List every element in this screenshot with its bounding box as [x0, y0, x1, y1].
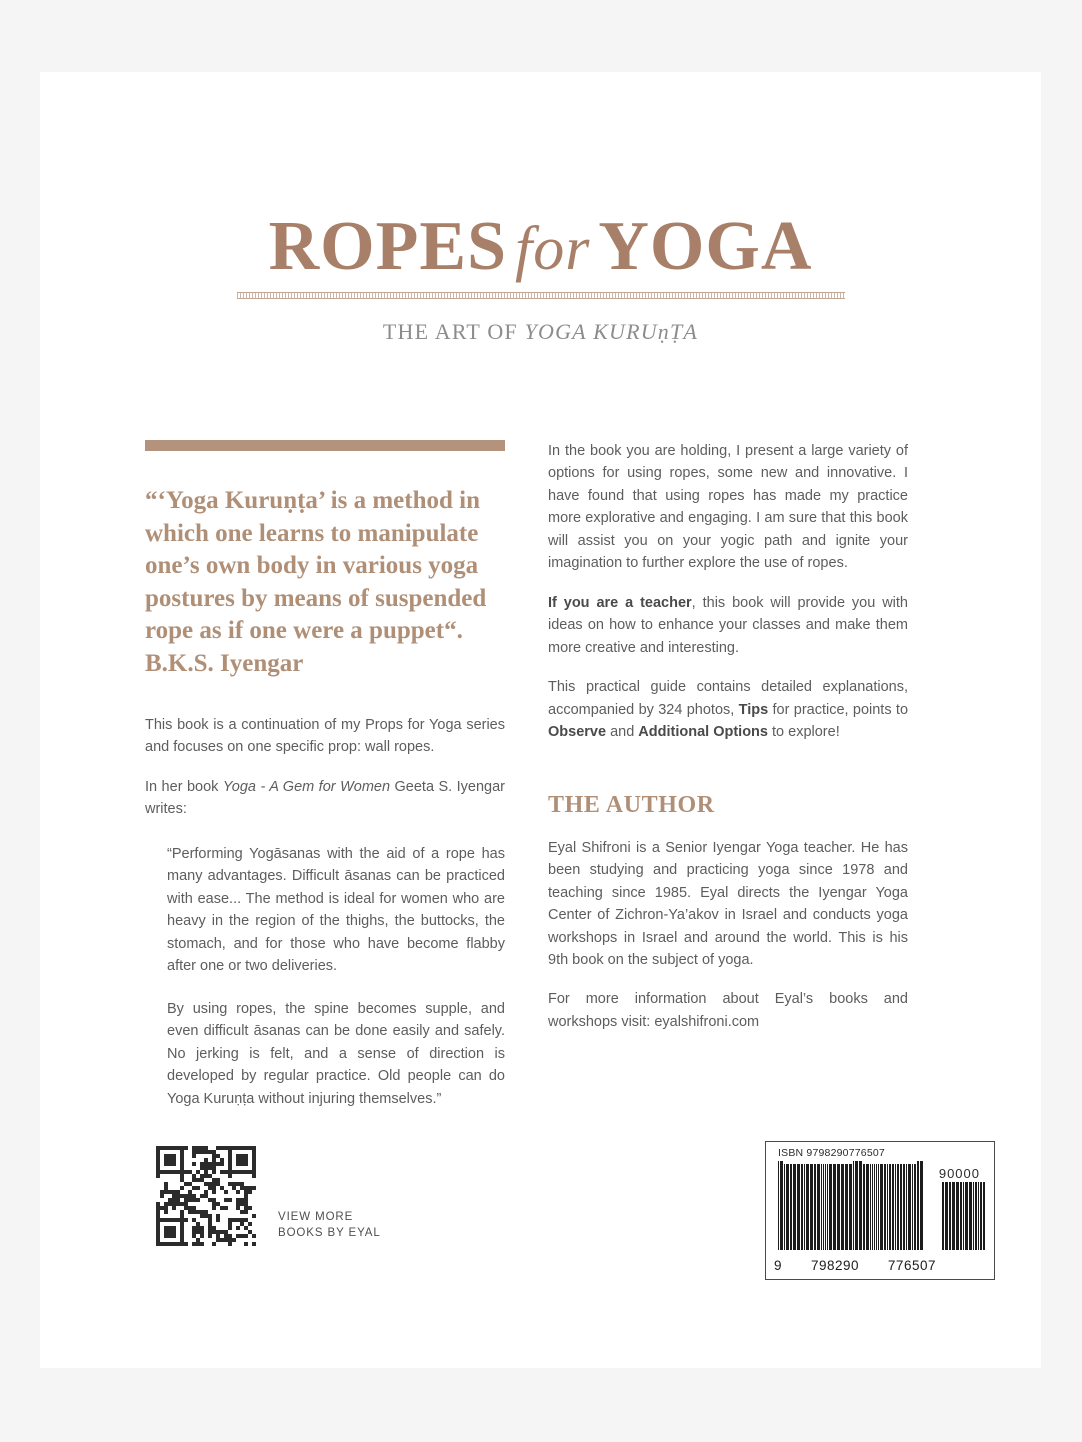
barcode-digit-group-1: 9 — [774, 1258, 783, 1273]
book-title-word-ropes: ROPES — [268, 208, 508, 285]
left-paragraph-2 — [145, 776, 505, 821]
title-block — [40, 208, 1041, 345]
barcode-digit-group-3: 776507 — [887, 1258, 936, 1273]
qr-code-area[interactable] — [156, 1146, 381, 1246]
right-paragraph-guide — [548, 676, 908, 743]
barcode-digit-group-2: 798290 — [810, 1258, 859, 1273]
indented-quote-1: “Performing Yogāsanas with the aid of a rope has many advantages. Difficult āsanas can be practiced with ease... The method is ideal for women who are heavy in the region of the thighs, the buttocks, the stomach, and for those who have become flabby after one or two deliveries. — [167, 845, 505, 975]
book-title-word-yoga: YOGA — [598, 208, 813, 285]
left-paragraph-2-pre: In her book — [145, 778, 223, 795]
referenced-book-title: Yoga - A Gem for Women — [222, 778, 391, 795]
accent-bar — [145, 440, 505, 451]
title-divider-rule — [237, 292, 845, 299]
left-paragraph-2-post: Geeta S. Iyengar writes: — [145, 778, 506, 818]
right-paragraph-1: In the book you are holding, I present a large variety of options for using ropes, some new and innovative. I have found that using ropes has made my practice more explorative and engaging. I am sure that this book will assist you on your yogic path and ignite your imagination to further explore the use of ropes. — [548, 443, 908, 572]
teacher-rest: , this book will provide you with ideas on how to enhance your classes and make them more creative and interesting. — [548, 594, 908, 656]
guide-bold-tips: Tips — [738, 701, 769, 718]
qr-code[interactable] — [156, 1146, 256, 1246]
guide-text-c: for practice, points to — [768, 701, 909, 718]
left-paragraph-1: This book is a continuation of my Props for Yoga series and focuses on one specific prop: wall ropes. — [145, 717, 505, 756]
barcode-digits — [774, 1258, 936, 1273]
indented-quote-block — [167, 843, 505, 1110]
qr-caption-line-1: VIEW MORE — [278, 1210, 354, 1223]
isbn-label: ISBN 9798290776507 — [778, 1147, 885, 1159]
book-subtitle-prefix: THE ART OF — [382, 319, 525, 344]
pull-quote: “‘Yoga Kuruṇṭa’ is a method in which one learns to manipulate one’s own body in various yoga postures by means of suspended rope as if one were a puppet“. B.K.S. Iyengar — [145, 487, 487, 677]
book-subtitle-italic: YOGA KURUṇṬA — [524, 319, 699, 344]
book-back-cover-page — [40, 72, 1041, 1368]
guide-text-g: to explore! — [767, 724, 840, 741]
left-text-column — [145, 440, 505, 1130]
barcode-addon-value: 90000 — [938, 1166, 980, 1181]
author-section-heading: THE AUTHOR — [548, 791, 715, 818]
teacher-bold-lead: If you are a teacher — [548, 594, 692, 611]
indented-quote-2: By using ropes, the spine becomes supple, and even difficult āsanas can be done easily and safely. No jerking is felt, and a sense of direction is developed by regular practice. Old people can do Yoga Kuruṇṭa without injuring themselves.” — [167, 1000, 505, 1107]
qr-caption-line-2: BOOKS BY EYAL — [278, 1227, 381, 1240]
guide-text-e: and — [606, 724, 639, 741]
author-contact: For more information about Eyal’s books and workshops visit: eyalshifroni.com — [548, 991, 908, 1030]
guide-bold-observe: Observe — [548, 724, 607, 741]
barcode-addon-bars — [942, 1182, 986, 1250]
right-paragraph-teacher — [548, 592, 908, 659]
guide-bold-additional-options: Additional Options — [638, 724, 768, 741]
barcode-main-bars — [778, 1164, 928, 1250]
qr-caption — [278, 1209, 381, 1242]
book-title — [40, 208, 1041, 285]
guide-text-a: This practical guide contains detailed explanations, accompanied by 324 photos, — [548, 679, 908, 718]
isbn-barcode — [765, 1141, 995, 1280]
author-bio: Eyal Shifroni is a Senior Iyengar Yoga teacher. He has been studying and practicing yoga since 1978 and teaching since 1985. Eyal directs the Iyengar Yoga Center of Zichron-Ya’akov in Israel and conducts yoga workshops in Israel and around the world. This is his 9th book on the subject of yoga. — [548, 839, 908, 968]
right-text-column — [548, 440, 908, 1033]
book-subtitle — [40, 319, 1041, 345]
book-title-word-for: for — [515, 215, 591, 283]
